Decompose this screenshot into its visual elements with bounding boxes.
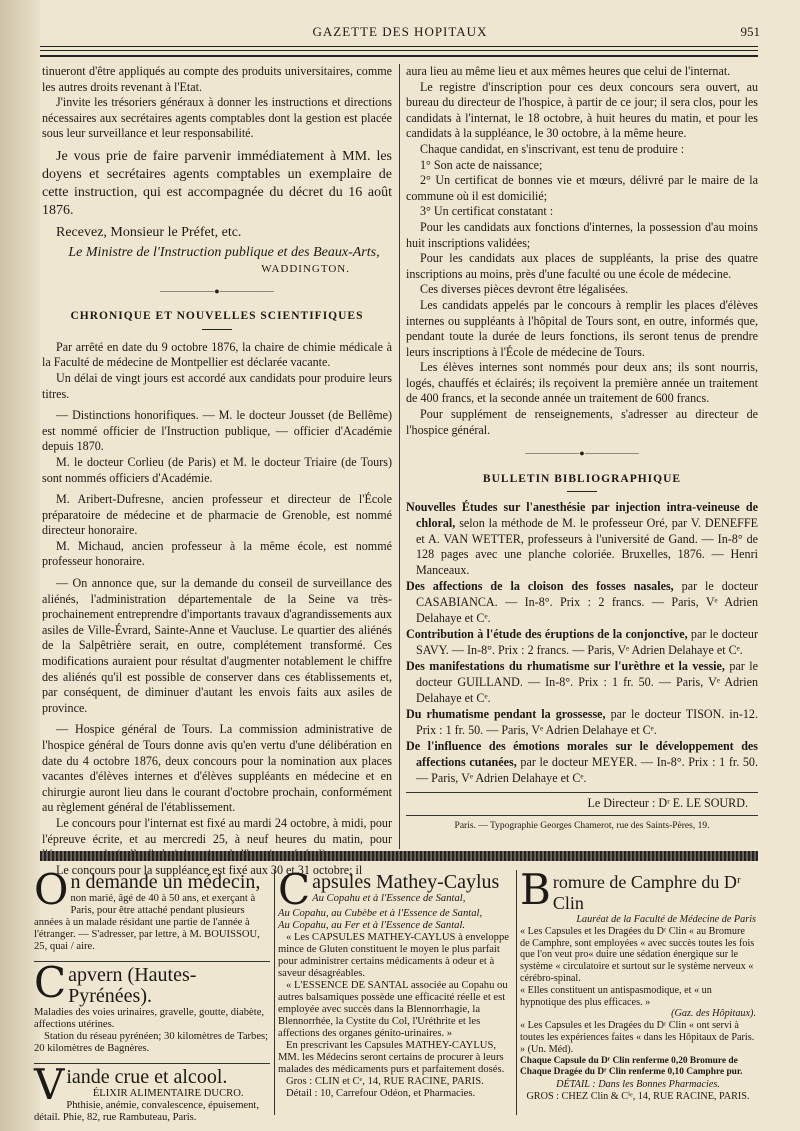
paragraph: Les candidats appelés par le concours à remplir les places d'élèves internes ou suppléants à l'hôpital de Tours sont, en outre, informés que, pendant toute la durée de leurs fonctions, ils seront tenus de prendre leurs inscriptions à l'École de médecine de Tours. (406, 297, 758, 359)
page-header (40, 20, 760, 44)
director-rule (406, 792, 758, 793)
header-rule (40, 46, 758, 47)
paragraph: Pour les candidats aux places de suppléants, la prise des quatre inscriptions au moins, près d'une faculté ou une école de médecine. (406, 251, 758, 281)
ad-text: GROS : CHEZ Clin & Cⁱᵉ, 14, RUE RACINE, PARIS. (526, 1090, 750, 1102)
paragraph: M. Aribert-Dufresne, ancien professeur et directeur de l'École préparatoire de médecine et de pharmacie de Grenoble, est nommé directeur honoraire. (42, 492, 392, 538)
paragraph: Pour supplément de renseignements, s'adresser au directeur de l'hospice général. (406, 407, 758, 437)
paragraph: Ces diverses pièces devront être légalisées. (420, 282, 629, 297)
paragraph: Le concours pour l'internat est fixé au mardi 24 octobre, à midi, pour l'épreuve écrite, et au mercredi 25, à neuf heures du matin, pour (42, 815, 392, 846)
section-title: BULLETIN BIBLIOGRAPHIQUE (482, 472, 682, 485)
paragraph: 3° Un certificat constatant : (420, 204, 554, 219)
ad-text: En prescrivant les Capsules MATHEY-CAYLUS, MM. les Médecins seront certains de procurer à leurs malades des médicaments purs et parfaitement dosés. (278, 1040, 505, 1075)
printer-rule (406, 815, 758, 816)
ad-capvern (34, 958, 270, 1055)
bib-details: par le docteur GUILLAND. — In-8°. Prix : 1 fr. 50. — Paris, Vᵉ Adrien Delahaye et Cᵉ. (416, 659, 759, 705)
bib-title: Des manifestations du rhumatisme sur l'urèthre et la vessie, (406, 659, 725, 674)
bibliography-list (406, 500, 758, 786)
running-title: GAZETTE DES HOPITAUX (312, 24, 488, 39)
ad-text: « Les CAPSULES MATHEY-CAYLUS à enveloppe mince de Gluten constituent le moyen le plus parfait pour administrer certains médicaments à odeur et à saveur désagréables. (278, 932, 509, 979)
ad-source: (Gaz. des Hôpitaux). (671, 1008, 756, 1020)
drop-cap: B (520, 865, 551, 914)
ad-text: Station du réseau pyrénéen; 30 kilomètres de Tarbes; 20 kilomètres de Bagnères. (34, 1031, 269, 1054)
drop-cap: C (278, 865, 311, 914)
bib-entry (406, 500, 758, 578)
decorative-band (40, 851, 758, 861)
bib-entry (406, 627, 758, 658)
paragraph: Par arrêté en date du 9 octobre 1876, la chaire de chimie médicale à la Faculté de médecine de Montpellier est déclarée vacante. (42, 339, 392, 370)
drop-cap: O (34, 865, 69, 914)
ad-text: « Les Capsules et les Dragées du Dʳ Clin « au Bromure de Camphre, sont employées « avec succès toutes les fois que l'on veut pro« duire une sédation énergique sur le système « circulatoire et surtout sur le système nerveux « cérébro-spinal. (520, 925, 755, 984)
paragraph: aura lieu au même lieu et aux mêmes heures que celui de l'internat. (406, 64, 731, 78)
ad-text: non marié, âgé de 40 à 50 ans, et exerçant à Paris, pour être attaché pendant plusieurs années à un malade résidant une partie de l'année à l'étranger. — S'adresser, par lettre, à M. BOUISSOU, 25, quai / aire. (34, 893, 260, 952)
ornament-divider: ——————●—————— (160, 285, 274, 296)
ad-text: Maladies des voies urinaires, gravelle, goutte, diabète, affections utérines. (34, 1007, 265, 1030)
ornament-divider: ——————●—————— (525, 448, 639, 459)
bib-title: De l'influence des émotions morales sur le développement des affections cutanées, (406, 739, 758, 769)
paragraph: Chaque candidat, en s'inscrivant, est tenu de produire : (420, 141, 685, 156)
ad-subhead: Au Copahu et à l'Essence de Santal, (312, 893, 466, 904)
ad-text: Chaque Dragée du Dʳ Clin renferme 0,10 Camphre pur. (520, 1067, 743, 1078)
ad-rule (34, 961, 270, 962)
paragraph: Un délai de vingt jours est accordé aux candidats pour produire leurs titres. (42, 370, 392, 401)
header-rule-2 (40, 50, 758, 51)
bib-entry (406, 707, 758, 738)
ad-subhead: Lauréat de la Faculté de Médecine de Paris (576, 914, 756, 925)
paragraph: M. Michaud, ancien professeur à la même école, est nommé professeur honoraire. (42, 538, 392, 569)
ad-headline: romure de Camphre du Dʳ Clin (552, 872, 741, 913)
column-divider (399, 64, 400, 849)
ad-headline: n demande un médecin, (70, 871, 261, 893)
paragraph: Les élèves internes sont nommés pour deux ans; ils sont nourris, logés, chauffés et éclairés; ils reçoivent la première année un traitement de 400 francs, et la seconde année un traitement de 600 francs. (406, 360, 758, 406)
ad-text: Chaque Capsule du Dʳ Clin renferme 0,20 Bromure de (520, 1055, 738, 1066)
ad-text: « Elles constituent un antispasmodique, et « un hypnotique des plus efficaces. » (520, 984, 712, 1008)
ad-text: DÉTAIL : Dans les Bonnes Pharmacies. (556, 1079, 720, 1091)
printer-line: Paris. — Typographie Georges Chamerot, rue des Saints-Pères, 19. (454, 820, 710, 831)
paragraph: Recevez, Monsieur le Préfet, etc. (56, 224, 242, 240)
ad-text: « L'ESSENCE DE SANTAL associée au Copahu ou autres balsamiques possède une efficacité réelle et est employée avec succès dans la Blennorrhagie, la Blennorrhée, la Cystite du Col, l'Uréthrite et les affections des organes génito-urinaires. » (278, 980, 508, 1039)
ad-headline: apvern (Hautes-Pyrénées). (68, 964, 197, 1007)
paragraph: — Distinctions honorifiques. — M. le docteur Jousset (de Bellême) est nommé officier de l'Instruction publique, — officier d'Académie depuis 1870. (42, 408, 392, 454)
drop-cap: C (34, 958, 67, 1007)
bib-entry (406, 739, 758, 786)
paragraph: — Hospice général de Tours. La commission administrative de l'hospice général de Tours donne avis qu'en vertu d'une délibération en date du 4 octobre 1876, deux concours pour la nomination aux places vacantes d'élèves internes et d'élèves suppléants en médecine et en chirurgie auront lieu dans le courant d'octobre prochain, conformément au règlement général de l'établissement. (42, 722, 392, 815)
paragraph: Je vous prie de faire parvenir immédiatement à MM. les doyens et secrétaires agents comptables un exemplaire de cette instruction, qui est accompagnée du décret du 16 août 1876. (42, 148, 392, 218)
paragraph: Le concours pour la suppléance est fixé aux 30 et 31 octobre; il (56, 862, 363, 877)
paragraph: M. le docteur Corlieu (de Paris) et M. le docteur Triaire (de Tours) sont nommés officiers d'Académie. (42, 454, 392, 485)
ad-headline: iande crue et alcool. (66, 1066, 228, 1088)
ad-rule (34, 1063, 270, 1064)
paragraph: — On annonce que, sur la demande du conseil de surveillance des aliénés, l'administration départementale de la Seine va très-prochainement entreprendre d'importants travaux d'agrandissements aux asiles de Ville-Évrard, Sainte-Anne et Vaucluse. Le quartier des aliénés de la Salpêtrière serait, en outre, complétement transformé. Ces modifications auraient pour résultat d'augmenter notablement le chiffre des aliénés qu'il est possible de conserver dans ces établissements et, par conséquent, de diminuer d'autant les envois faits aux asiles de province. (42, 576, 392, 715)
bib-entry (406, 579, 758, 626)
left-column (42, 64, 392, 878)
page-number: 951 (740, 24, 760, 39)
paragraph: 2° Un certificat de bonnes vie et mœurs, délivré par le maire de la commune où il est domicilié; (406, 173, 758, 203)
bib-details: par le docteur MEYER. — In-8°. Prix : 1 fr. 50. — Paris, Vᵉ Adrien Delahaye et Cᵉ. (416, 754, 759, 785)
ad-text: « Les Capsules et les Dragées du Dʳ Clin « ont servi à toutes les expériences faites « dans les Hôpitaux de Paris. » (Un. Méd). (520, 1020, 755, 1055)
right-column (406, 64, 758, 834)
director-line: Le Directeur : Dʳ E. LE SOURD. (587, 796, 748, 811)
bib-details: par le docteur SAVY. — In-8°. Prix : 2 francs. — Paris, Vᵉ Adrien Delahaye et Cᵉ. (416, 627, 758, 657)
bib-title: Contribution à l'étude des éruptions de la conjonctive, (406, 627, 688, 642)
ad-subhead: ÉLIXIR ALIMENTAIRE DUCRO. (92, 1088, 244, 1099)
ad-headline: apsules Mathey-Caylus (312, 871, 500, 893)
ad-subhead: Au Copahu, au Fer et à l'Essence de Santal. (278, 920, 466, 931)
ad-text: Gros : CLIN et Cᵉ, 14, RUE RACINE, PARIS. (286, 1076, 484, 1087)
signature-title: Le Ministre de l'Instruction publique et des Beaux-Arts, (68, 244, 380, 260)
bib-details: selon la méthode de M. le professeur Oré, par V. DENEFFE et A. VAN WETTER, professeurs à l'université de Gand. — In-8° de 128 pages avec une planche coloriée. Bruxelles, 1876. — Henri Manceaux. (416, 516, 759, 577)
paragraph: tinueront d'être appliqués au compte des produits universitaires, comme les autres droits revenant à l'Etat. (42, 64, 392, 94)
bib-title: Du rhumatisme pendant la grossesse, (406, 707, 606, 722)
ad-column-2 (278, 865, 512, 1100)
paragraph: Le registre d'inscription pour ces deux concours sera ouvert, au bureau du directeur de l'hospice, à partir de ce jour; il sera clos, pour les candidats à l'internat, le 18 octobre, à huit heures du matin, et pour les candidats à la suppléance, le 30 octobre, à la même heure. (406, 79, 758, 141)
bib-title: Des affections de la cloison des fosses nasales, (406, 579, 674, 594)
ad-column-3 (520, 865, 756, 1103)
bib-entry (406, 659, 758, 706)
section-rule (202, 329, 232, 330)
ad-subhead: Au Copahu, au Cubèbe et à l'Essence de Santal, (278, 908, 483, 919)
bib-details: par le docteur CASABIANCA. — In-8°. Prix : 2 francs. — Paris, Vᵉ Adrien Delahaye et Cᵉ. (416, 579, 759, 625)
signature-name: WADDINGTON. (261, 262, 350, 275)
paragraph: Pour les candidats aux fonctions d'internes, la possession d'au moins huit inscriptions validées; (406, 219, 758, 250)
ad-text: Phthisie, anémie, convalescence, épuisement, détail. Phie, 82, rue Rambuteau, Paris. (34, 1100, 260, 1123)
ad-divider (274, 870, 275, 1115)
ad-divider (516, 870, 517, 1115)
header-rule-3 (40, 55, 758, 57)
section-rule (567, 491, 597, 492)
ad-text: Détail : 10, Carrefour Odéon, et Pharmacies. (286, 1088, 476, 1099)
drop-cap: V (34, 1060, 65, 1109)
ad-viande (34, 1060, 270, 1124)
bib-title: Nouvelles Études sur l'anesthésie par injection intra-veineuse de chloral, (406, 500, 758, 531)
section-title: CHRONIQUE ET NOUVELLES SCIENTIFIQUES (70, 310, 364, 323)
bib-details: par le docteur TISON. in-12. Prix : 1 fr. 50. — Paris, Vᵉ Adrien Delahaye et Cᵉ. (416, 707, 758, 737)
paragraph: 1° Son acte de naissance; (420, 157, 543, 172)
paragraph: J'invite les trésoriers généraux à donner les instructions et directions nécessaires aux secrétaires agents comptables dont la gestion est placée sous leur surveillance et leur responsabilité. (42, 95, 392, 141)
